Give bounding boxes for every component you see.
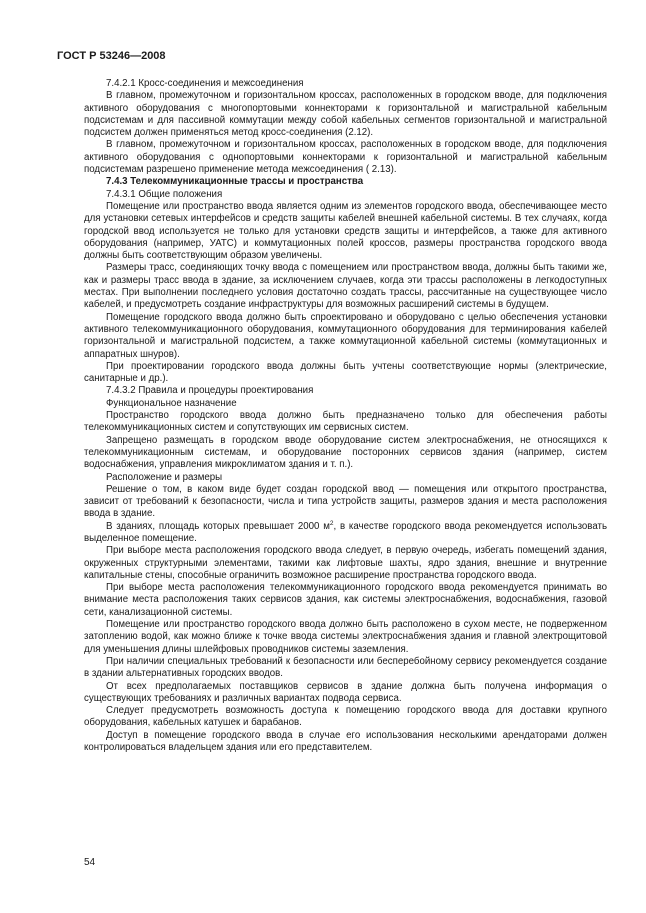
paragraph-avoid-structures: При выборе места расположения городского ввода следует, в первую очередь, избегать помещений здания, окруженных структурными элементами, такими как лифтовые шахты, ядро здания, внешние и внутренние капитальные стены, способные ограничить возможное расширение пространства городского ввода. <box>84 545 607 581</box>
paragraph-dry-place: Помещение или пространство городского ввода должно быть расположено в сухом месте, не подверженном затоплению водой, как можно ближе к точке ввода системы электроснабжения здания и главной электрощитовой для уменьшения длины шлейфовых проводников системы заземления. <box>84 619 607 655</box>
paragraph-cross-connect: В главном, промежуточном и горизонтальном кроссах, расположенных в городском вводе, для подключения активного оборудования с многопортовыми коннекторами к горизонтальной и магистральной кабельным подсистемам и для пассивной коммутации между собой кабельных сегментов горизонтальной и магистральной подсистем должен применяться метод кросс-соединения (2.12). <box>84 90 607 139</box>
paragraph-prohibition: Запрещено размещать в городском вводе оборудование систем электроснабжения, не относящихся к телекоммуникационным системам, и оборудование посторонних сервисов здания (например, систем водоснабжения, управления микроклиматом здания и т. п.). <box>84 434 607 471</box>
clause-7-4-2-1-heading: 7.4.2.1 Кросс-соединения и межсоединения <box>106 78 304 89</box>
paragraph-norms: При проектировании городского ввода должны быть учтены соответствующие нормы (электрические, санитарные и др.). <box>84 360 607 385</box>
paragraph-pathway-sizes: Размеры трасс, соединяющих точку ввода с помещением или пространством ввода, должны быть такими же, как и размеры трасс ввода в здание, за исключением случаев, когда эти трассы расположены в легкодоступных местах. При выполнении последнего условия достаточно создать трассы, рассчитанные на существующее число кабелей, и предусмотреть создание инфраструктуры для возможных расширений системы в будущем. <box>84 262 607 311</box>
paragraph-services: При выборе места расположения телекоммуникационного городского ввода рекомендуется принимать во внимание места расположения таких сервисов здания, как системы электроснабжения, водоснабжения, газовой сети, канализационной системы. <box>84 582 607 618</box>
area-text-start: В зданиях, площадь которых превышает 2000 м <box>106 520 330 532</box>
area-text-end: , в качестве городского ввода рекомендуется использовать выделенное помещение. <box>84 520 607 544</box>
clause-7-4-3-1-heading: 7.4.3.1 Общие положения <box>106 188 223 200</box>
section-7-4-3-heading: 7.4.3 Телекоммуникационные трассы и пространства <box>106 176 364 188</box>
paragraph-area <box>84 521 607 546</box>
paragraph-entrance-room: Помещение или пространство ввода является одним из элементов городского ввода, обеспечивающее место для установки сетевых интерфейсов и средств защиты кабелей внешней кабельной системы. В тех случаях, когда городской ввод используется не только для установки средств защиты и интерфейсов, а также для активного оборудования (например, УАТС) и коммутационных полей кроссов, размеры пространства городского ввода должны быть соответствующим образом увеличены. <box>84 200 607 262</box>
clause-7-4-3-2-heading: 7.4.3.2 Правила и процедуры проектирования <box>106 385 314 397</box>
paragraph-alternative: При наличии специальных требований к безопасности или бесперебойному сервису рекомендуется создание в здании альтернативных городских вводов. <box>84 655 607 680</box>
paragraph-decision: Решение о том, в каком виде будет создан городской ввод — помещения или открытого пространства, зависит от требований к безопасности, числа и типа устройств защиты, размеров здания и места расположения ввода в здание. <box>84 483 607 520</box>
page-number: 54 <box>84 857 96 868</box>
paragraph-tenants: Доступ в помещение городского ввода в случае его использования несколькими арендаторами должен контролироваться владельцем здания или его представителем. <box>84 729 607 754</box>
document-header: ГОСТ Р 53246—2008 <box>57 50 166 62</box>
paragraph-room-design: Помещение городского ввода должно быть спроектировано и оборудовано с целью обеспечения установки активного телекоммуникационного оборудования, коммутационного оборудования для терминирования кабелей горизонтальной и магистральной подсистем, а также коммутационной кабельной системы (коммутационных и аппаратных шнуров). <box>84 311 607 360</box>
subheading-location-size: Расположение и размеры <box>106 471 223 483</box>
paragraph-purpose: Пространство городского ввода должно быть предназначено только для обеспечения работы телекоммуникационных систем и сопутствующих им сервисных систем. <box>84 410 607 434</box>
document-body <box>84 78 607 754</box>
area-superscript: 2 <box>329 519 334 527</box>
paragraph-providers: От всех предполагаемых поставщиков сервисов в здание должна быть получена информация о существующих требованиях и различных вариантах подвода сервиса. <box>84 680 607 704</box>
subheading-function: Функциональное назначение <box>106 397 237 409</box>
paragraph-interconnect: В главном, промежуточном и горизонтальном кроссах, расположенных в городском вводе, для подключения активного оборудования с однопортовыми коннекторами к горизонтальной и магистральной кабельным подсистемам разрешено применение метода межсоединения ( 2.13). <box>84 139 607 176</box>
paragraph-access: Следует предусмотреть возможность доступа к помещению городского ввода для доставки крупного оборудования, кабельных катушек и барабанов. <box>84 705 607 729</box>
